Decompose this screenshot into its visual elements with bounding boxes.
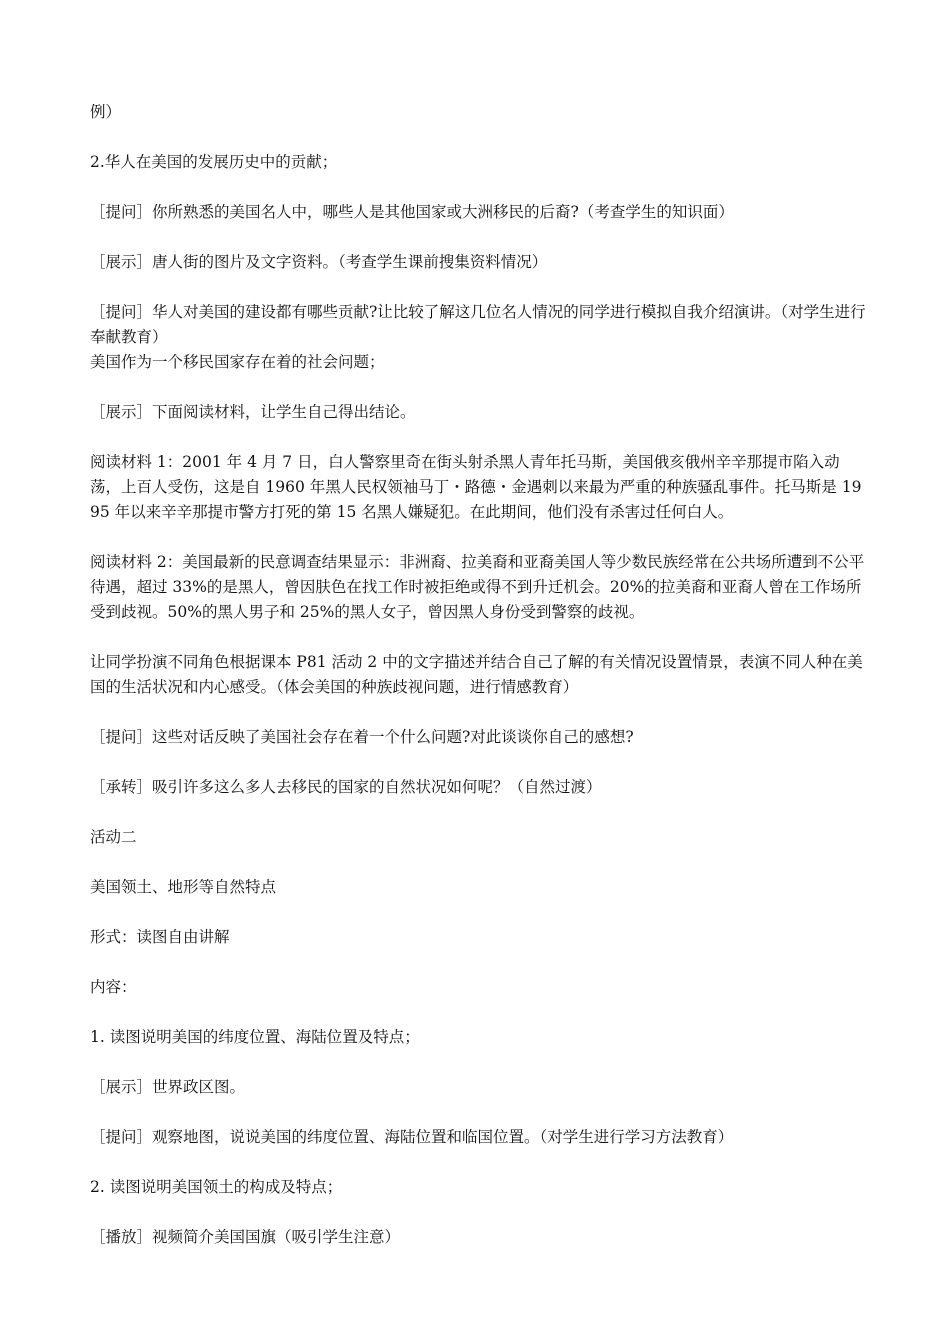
paragraph-reading-material-2: 阅读材料 2：美国最新的民意调查结果显示：非洲裔、拉美裔和亚裔美国人等少数民族经常在公共场所遭到不公平待遇，超过 33%的是黑人，曾因肤色在找工作时被拒绝或得不到升迁机会。20%的拉美裔和亚裔人曾在工作场所受到歧视。50%的黑人男子和 25%的黑人女子，曾因黑人身份受到警察的歧视。 <box>90 553 865 621</box>
paragraph-show-chinatown: ［展示］唐人街的图片及文字资料。（考查学生课前搜集资料情况） <box>90 253 548 271</box>
paragraph-reading-material-1: 阅读材料 1：2001 年 4 月 7 日，白人警察里奇在街头射杀黑人青年托马斯，美国俄亥俄州辛辛那提市陷入动荡，上百人受伤，这是自 1960 年黑人民权领袖马丁・路德・金遇刺以来最为严重的种族骚乱事件。托马斯是 1995 年以来辛辛那提市警方打死的第 15 名黑人嫌疑犯。在此期间，他们没有杀害过任何白人。 <box>90 453 862 521</box>
paragraph-item-2: 2. 读图说明美国领土的构成及特点； <box>90 1178 343 1196</box>
paragraph-transition: ［承转］吸引许多这么多人去移民的国家的自然状况如何呢？（自然过渡） <box>90 778 602 796</box>
paragraph-question-map: ［提问］观察地图，说说美国的纬度位置、海陆位置和临国位置。（对学生进行学习方法教育） <box>90 1128 734 1146</box>
paragraph-show-world-map: ［展示］世界政区图。 <box>90 1078 246 1096</box>
paragraph-form: 形式：读图自由讲解 <box>90 928 230 946</box>
paragraph-role-play: 让同学扮演不同角色根据课本 P81 活动 2 中的文字描述并结合自己了解的有关情况设置情景，表演不同人种在美国的生活状况和内心感受。（体会美国的种族歧视问题，进行情感教育） <box>90 653 863 696</box>
paragraph-question-chinese-contribution: ［提问］华人对美国的建设都有哪些贡献?让比较了解这几位名人情况的同学进行模拟自我介绍演讲。（对学生进行奉献教育） <box>90 303 866 346</box>
paragraph-activity-two: 活动二 <box>90 828 137 846</box>
paragraph-item-1: 1. 读图说明美国的纬度位置、海陆位置及特点； <box>90 1028 420 1046</box>
paragraph-social-problems: 美国作为一个移民国家存在着的社会问题； <box>90 353 385 371</box>
paragraph-question-celebrities: ［提问］你所熟悉的美国名人中，哪些人是其他国家或大洲移民的后裔?（考查学生的知识面） <box>90 203 734 221</box>
paragraph-continuation: 例） <box>90 103 122 121</box>
paragraph-heading-contribution: 2.华人在美国的发展历史中的贡献； <box>90 153 338 171</box>
paragraph-content: 内容： <box>90 978 137 996</box>
paragraph-play-video: ［播放］视频简介美国国旗（吸引学生注意） <box>90 1228 401 1246</box>
paragraph-natural-features: 美国领土、地形等自然特点 <box>90 878 277 896</box>
paragraph-show-reading: ［展示］下面阅读材料，让学生自己得出结论。 <box>90 403 416 421</box>
paragraph-question-dialogue: ［提问］这些对话反映了美国社会存在着一个什么问题?对此谈谈你自己的感想? <box>90 728 634 746</box>
